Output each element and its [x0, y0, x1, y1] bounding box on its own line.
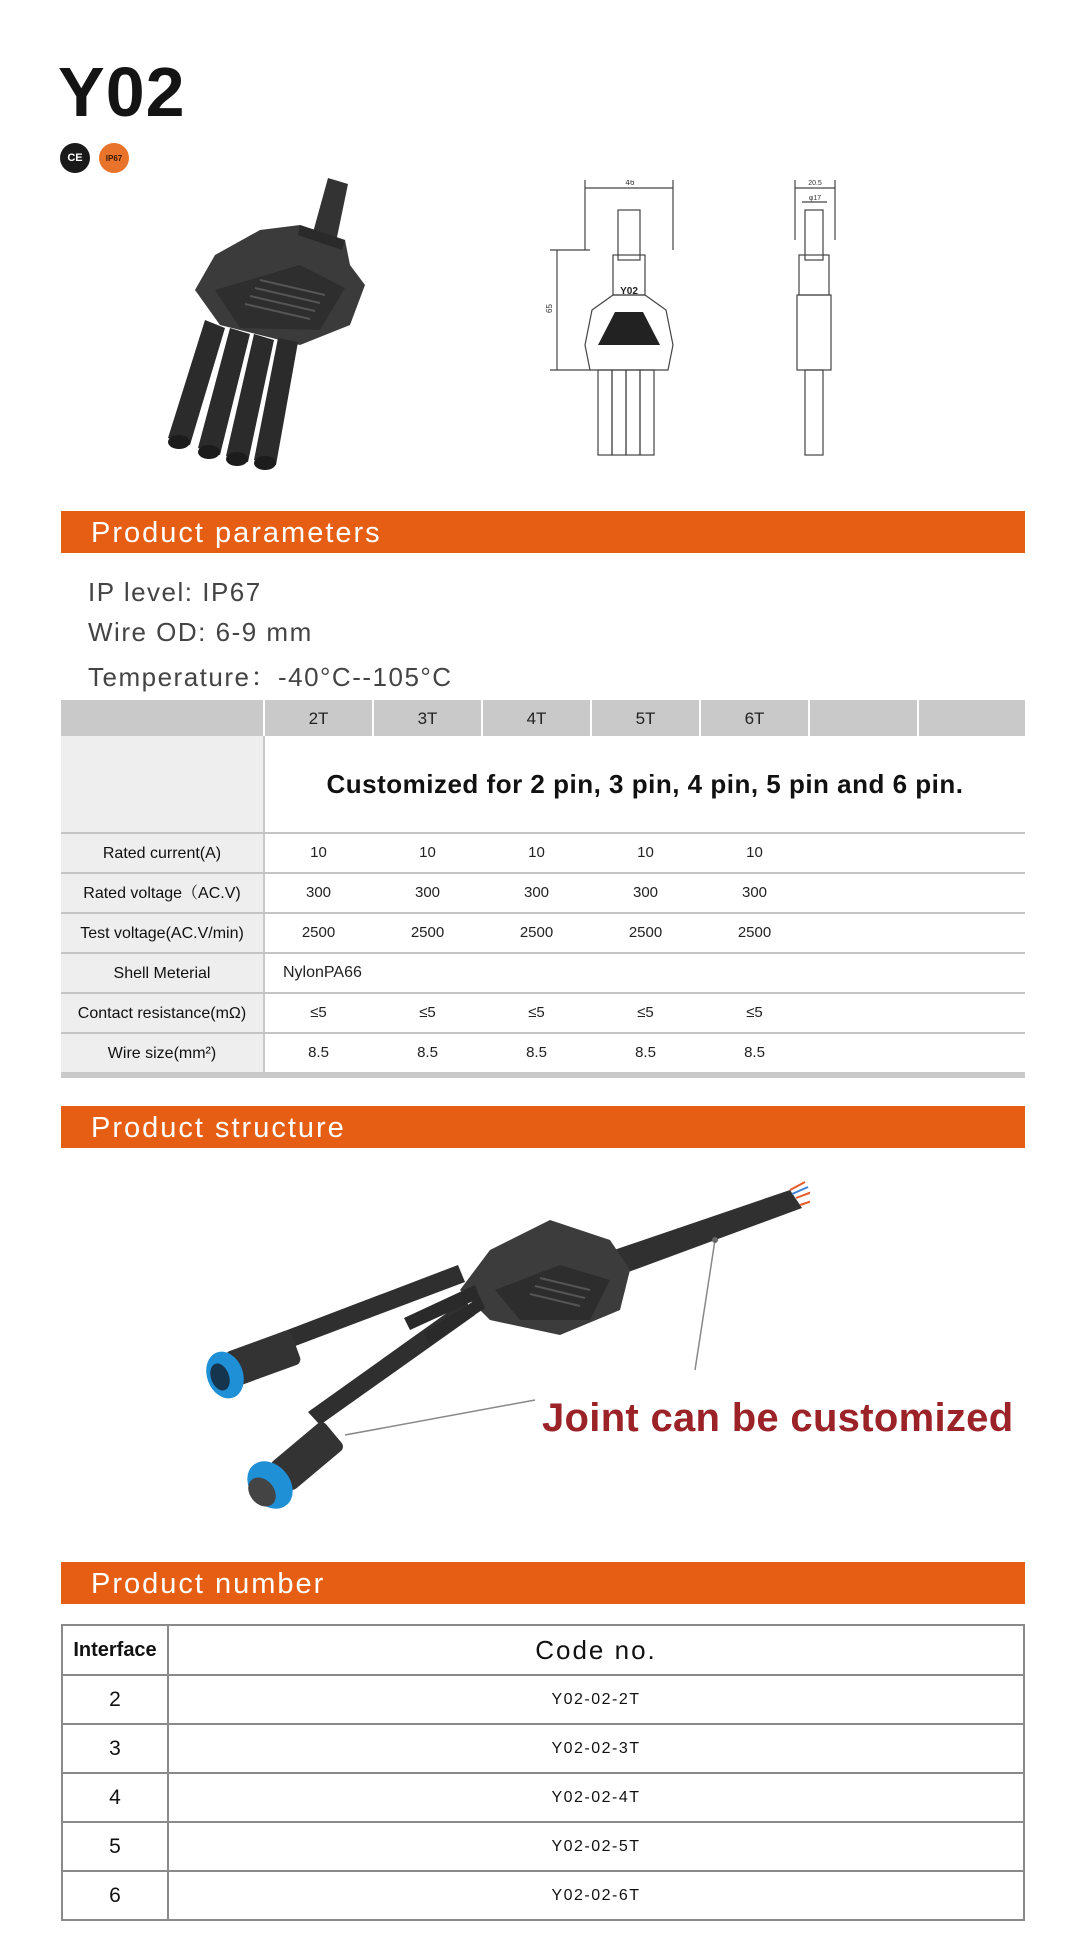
interface-cell: 5	[62, 1822, 168, 1871]
side-diameter-label: φ17	[808, 195, 822, 202]
row-test-voltage	[61, 914, 1025, 952]
col-header-3t: 3T	[417, 709, 438, 728]
row-shell-material	[61, 954, 1025, 992]
side-dimension-drawing	[785, 180, 855, 460]
row-wire-size	[61, 1034, 1025, 1072]
cell-value: 10	[637, 844, 654, 861]
spec-table-header	[61, 700, 1025, 736]
param-ip-level: IP level: IP67	[88, 577, 262, 607]
ce-badge-icon: CE	[60, 143, 90, 173]
row-label: Rated current(A)	[61, 834, 263, 872]
interface-header: Interface	[62, 1625, 168, 1675]
cell-value: ≤5	[419, 1004, 436, 1021]
code-header: Code no.	[168, 1625, 1024, 1675]
col-header-2t: 2T	[308, 709, 329, 728]
cell-value: 2500	[410, 924, 445, 941]
product-number-header: Product number	[61, 1562, 1025, 1604]
param-wire-od: Wire OD: 6-9 mm	[88, 617, 313, 647]
side-width-label: 20.5	[808, 180, 822, 187]
material-value: NylonPA66	[283, 964, 362, 981]
interface-cell: 4	[62, 1773, 168, 1822]
product-structure-header: Product structure	[61, 1106, 1025, 1148]
cell-value: 8.5	[417, 1044, 438, 1061]
row-label: Test voltage(AC.V/min)	[61, 914, 263, 952]
code-cell: Y02-02-5T	[168, 1822, 1024, 1871]
cell-value: ≤5	[637, 1004, 654, 1021]
joint-customized-callout: Joint can be customized	[542, 1396, 1014, 1440]
cell-value: 300	[632, 884, 659, 901]
custom-pin-note: Customized for 2 pin, 3 pin, 4 pin, 5 pin and 6 pin.	[326, 769, 964, 799]
cell-value: 2500	[628, 924, 663, 941]
col-header-6t: 6T	[744, 709, 765, 728]
cell-value: 2500	[301, 924, 336, 941]
code-cell: Y02-02-4T	[168, 1773, 1024, 1822]
structure-assembly-image	[190, 1170, 810, 1530]
row-label: Wire size(mm²)	[61, 1034, 263, 1072]
row-rated-voltage	[61, 874, 1025, 912]
cell-value: 10	[310, 844, 327, 861]
cell-value: 8.5	[308, 1044, 329, 1061]
connector-product-image	[150, 170, 380, 470]
code-cell: Y02-02-3T	[168, 1724, 1024, 1773]
cell-value: 2500	[519, 924, 554, 941]
product-parameters-header: Product parameters	[61, 511, 1025, 553]
cell-value: 10	[528, 844, 545, 861]
drawing-body-text: Y02	[620, 286, 638, 297]
cell-value: ≤5	[528, 1004, 545, 1021]
table-row	[62, 1675, 1024, 1724]
product-title: Y02	[58, 53, 186, 131]
col-header-5t: 5T	[635, 709, 656, 728]
col-header-4t: 4T	[526, 709, 547, 728]
table-row	[62, 1773, 1024, 1822]
cell-value: 300	[414, 884, 441, 901]
interface-cell: 2	[62, 1675, 168, 1724]
row-contact-resistance	[61, 994, 1025, 1032]
param-temperature: Temperature：-40°C--105°C	[88, 662, 453, 692]
cell-value: 10	[419, 844, 436, 861]
code-cell: Y02-02-2T	[168, 1675, 1024, 1724]
cell-value: 2500	[737, 924, 772, 941]
code-cell: Y02-02-6T	[168, 1871, 1024, 1920]
row-rated-current	[61, 834, 1025, 872]
height-dimension-label: 65	[545, 304, 554, 313]
cell-value: 300	[305, 884, 332, 901]
table-row	[62, 1822, 1024, 1871]
table-row	[62, 1871, 1024, 1920]
interface-cell: 6	[62, 1871, 168, 1920]
table-header-row	[62, 1625, 1024, 1675]
table-row	[62, 1724, 1024, 1773]
row-label: Contact resistance(mΩ)	[61, 994, 263, 1032]
row-label: Shell Meterial	[61, 954, 263, 992]
ip67-badge-icon: IP67	[99, 143, 129, 173]
cell-value: 10	[746, 844, 763, 861]
product-number-table	[61, 1624, 1025, 1921]
cell-value: 8.5	[526, 1044, 547, 1061]
cell-value: 8.5	[744, 1044, 765, 1061]
cell-value: ≤5	[746, 1004, 763, 1021]
interface-cell: 3	[62, 1724, 168, 1773]
cell-value: 300	[523, 884, 550, 901]
cell-value: 300	[741, 884, 768, 901]
width-dimension-label: 46	[625, 180, 635, 187]
cell-value: 8.5	[635, 1044, 656, 1061]
front-dimension-drawing	[540, 180, 690, 460]
cell-value: ≤5	[310, 1004, 327, 1021]
row-label: Rated voltage（AC.V)	[61, 874, 263, 912]
